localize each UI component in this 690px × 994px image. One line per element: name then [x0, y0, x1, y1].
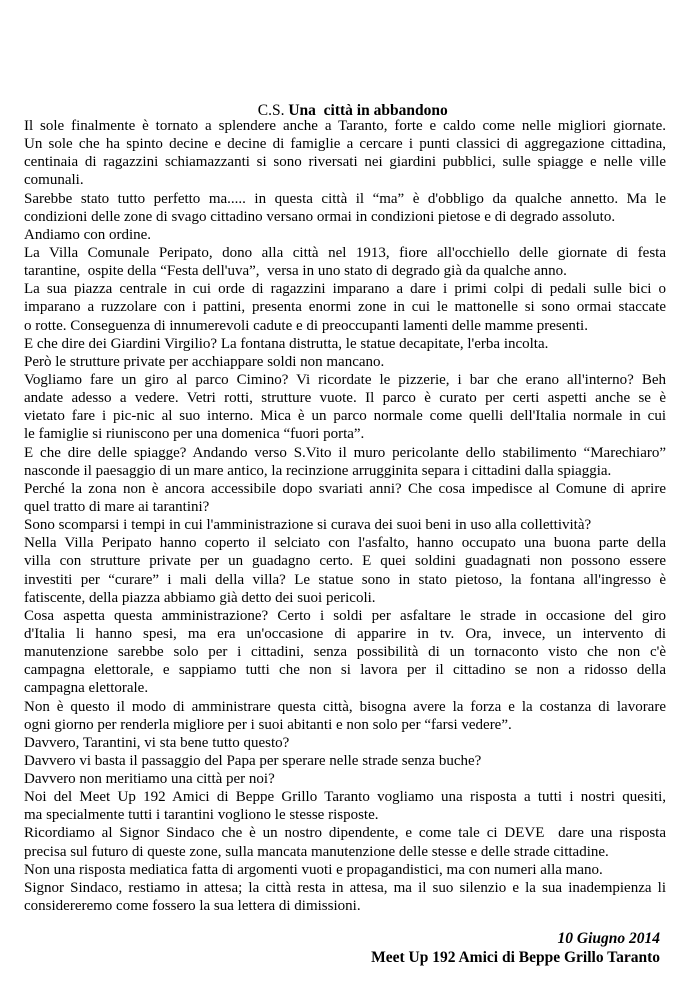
body-line: nasconde il paesaggio di un mare antico, la recinzione arrugginita separa i cittadini dalla spiaggia. [24, 462, 612, 479]
body-line: manutenzione sarebbe solo per i cittadini, senza possibilità di un tornaconto visto che non c'è [24, 644, 666, 661]
body-line: La Villa Comunale Peripato, dono alla città nel 1913, fiore all'occhiello delle giornate di festa [24, 244, 666, 261]
body-line: Ricordiamo al Signor Sindaco che è un nostro dipendente, e come tale ci DEVE dare una risposta [24, 825, 666, 842]
body-line: Davvero non meritiamo una città per noi? [24, 771, 275, 788]
document-body [24, 117, 666, 915]
body-line: tarantine, ospite della “Festa dell'uva”, versa in uno stato di degrado già da qualche anno. [24, 263, 567, 280]
body-line: condizioni delle zone di svago cittadino versano ormai in condizioni pietose e di degrado assoluto. [24, 208, 616, 225]
title-prefix: C.S. [257, 102, 289, 119]
body-line: Vogliamo fare un giro al parco Cimino? Vi ricordate le pizzerie, i bar che erano all'interno? Beh [24, 371, 666, 388]
body-line: Un sole che ha spinto decine e decine di famiglie a cercare i punti classici di aggregazione cittadina, [24, 136, 666, 153]
body-line: Sarebbe stato tutto perfetto ma..... in questa città il “ma” è d'obbligo da qualche annetto. Ma le [24, 190, 666, 207]
body-line: ogni giorno per renderla migliore per i suoi abitanti e non solo per “farsi vedere”. [24, 716, 512, 733]
body-line: Non una risposta mediatica fatta di argomenti vuoti e propagandistici, ma con numeri alla mano. [24, 861, 603, 878]
body-line: investiti per “curare” i mali della villa? Le statue sono in stato pietoso, la fontana all'ingresso è [24, 571, 666, 588]
signature-date: 10 Giugno 2014 [557, 930, 660, 947]
body-line: andate adesso a vedere. Vetri rotti, strutture vuote. Il parco è curato per certi aspetti anche se è [24, 390, 666, 407]
body-line: Non è questo il modo di amministrare questa città, bisogna avere la forza e la costanza di lavorare [24, 698, 666, 715]
body-line: vietato fare i pic-nic al suo interno. Mica è un parco normale come quelli dell'Italia normale in cui [24, 408, 666, 425]
body-line: villa con strutture private per un guadagno certo. E quei soldini guadagnati non possono essere [24, 553, 666, 570]
body-line: Noi del Meet Up 192 Amici di Beppe Grillo Taranto vogliamo una risposta a tutti i nostri quesiti, [24, 789, 666, 806]
body-line: precisa sul futuro di queste zone, sulla mancata manutenzione delle stesse e delle strade cittadine. [24, 843, 609, 860]
body-line: Il sole finalmente è tornato a splendere anche a Taranto, forte e caldo come nelle migliori giornate. [24, 118, 666, 134]
body-line: considereremo come fossero la sua lettera di dimissioni. [24, 898, 361, 915]
body-line: imparano a ruzzolare con i pattini, presenta enormi zone in cui le mattonelle si sono ormai staccate [24, 299, 666, 316]
body-line: quel tratto di mare ai tarantini? [24, 498, 210, 515]
body-line: La sua piazza centrale in cui orde di ragazzini imparano a dare i primi colpi di pedali sulle bici o [24, 281, 666, 298]
body-line: o rotte. Conseguenza di innumerevoli cadute e di preoccupanti lamenti delle mamme presenti. [24, 317, 588, 334]
body-line: Perché la zona non è ancora accessibile dopo svariati anni? Che cosa impedisce al Comune di aprire [24, 480, 666, 497]
body-line: Signor Sindaco, restiamo in attesa; la città resta in attesa, ma il suo silenzio e la sua inadempienza li [24, 879, 666, 896]
body-line: campagna elettorale, e sappiamo tutti che non si lavora per il cittadino se non a ridosso della [24, 662, 666, 679]
body-line: Sono scomparsi i tempi in cui l'amministrazione si curava dei suoi beni in uso alla collettività? [24, 517, 592, 534]
body-line: fatiscente, della piazza abbiamo già detto dei suoi pericoli. [24, 589, 376, 606]
body-line: d'Italia li hanno spesi, ma era un'occasione di apparire in tv. Ora, invece, un intervento di [24, 625, 666, 642]
signature-block [371, 929, 660, 967]
body-line: Andiamo con ordine. [24, 226, 152, 243]
body-line: Cosa aspetta questa amministrazione? Certo i soldi per asfaltare le strade in occasione del giro [24, 607, 666, 624]
body-line: E che dire dei Giardini Virgilio? La fontana distrutta, le statue decapitate, l'erba incolta. [24, 335, 549, 352]
body-line: comunali. [24, 172, 84, 189]
body-line: campagna elettorale. [24, 680, 149, 697]
body-line: Davvero, Tarantini, vi sta bene tutto questo? [24, 734, 290, 751]
title-main: Una città in abbandono [288, 102, 448, 119]
body-line: E che dire delle spiagge? Andando verso S.Vito il muro pericolante dello stabilimento “Marechiaro” [24, 444, 666, 461]
body-line: le famiglie si riuniscono per una domenica “fuori porta”. [24, 426, 365, 443]
body-line: Nella Villa Peripato hanno coperto il selciato con l'asfalto, hanno occupato una buona parte della [24, 535, 666, 552]
body-line: Però le strutture private per acchiappare soldi non mancano. [24, 353, 385, 370]
body-line: ma specialmente tutti i tarantini vogliono le stesse risposte. [24, 807, 379, 824]
body-line: centinaia di ragazzini schiamazzanti si sono riversati nei giardini pubblici, sulle spiagge e nelle ville [24, 154, 666, 171]
signature-author: Meet Up 192 Amici di Beppe Grillo Taranto [371, 949, 660, 966]
body-line: Davvero vi basta il passaggio del Papa per sperare nelle strade senza buche? [24, 752, 482, 769]
